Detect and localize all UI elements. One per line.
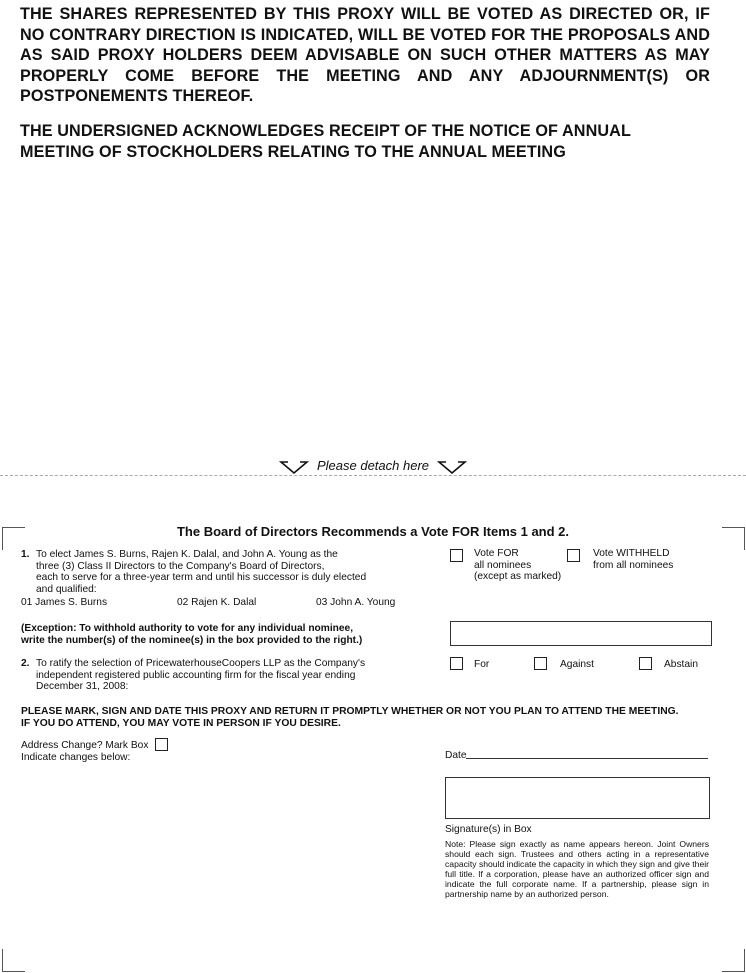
vote-for-line: all nominees [474,559,532,571]
board-recommendation-heading: The Board of Directors Recommends a Vote FOR Items 1 and 2. [176,524,570,539]
arrow-down-icon [437,459,467,475]
acknowledgement-statement: THE UNDERSIGNED ACKNOWLEDGES RECEIPT OF THE NOTICE OF ANNUAL MEETING OF STOCKHOLDERS RELATING TO THE ANNUAL MEETING [20,122,631,161]
address-change-line: Indicate changes below: [21,751,131,763]
vote-withheld-line: Vote WITHHELD [593,548,670,559]
item2-for-label: For [474,659,490,670]
detach-perforation-line [0,475,746,476]
please-mark-line: IF YOU DO ATTEND, YOU MAY VOTE IN PERSON IF YOU DESIRE. [21,718,341,730]
signing-note: Note: Please sign exactly as name appears hereon. Joint Owners should each sign. Trustees and others acting in a representative capacity should indicate the capacity in which they sign and give their full title. If a corporation, please have an authorized officer sign and indicate the full corporate name. If a partnership, please sign in partnership name by an authorized person. [445,839,709,899]
address-change-label [21,740,148,763]
please-mark-line: PLEASE MARK, SIGN AND DATE THIS PROXY AND RETURN IT PROMPTLY WHETHER OR NOT YOU PLAN TO ATTEND THE MEETING. [21,706,679,717]
item2-abstain-label: Abstain [664,659,698,670]
item1-line: To elect James S. Burns, Rajen K. Dalal, and John A. Young as the [36,549,338,560]
please-mark-instruction [21,706,721,730]
nominee-exception-input[interactable] [450,621,712,646]
date-input-line[interactable] [466,758,708,759]
date-label: Date [445,750,467,761]
signature-label: Signature(s) in Box [445,824,532,835]
signature-box[interactable] [445,777,710,819]
corner-mark-bottom-left [2,949,25,972]
arrow-down-icon [279,459,309,475]
item1-line: three (3) Class II Directors to the Company's Board of Directors, [36,560,325,572]
item1-line: and qualified: [36,583,97,595]
vote-for-all-label [474,548,561,583]
item2-line: December 31, 2008: [36,681,129,693]
proxy-voting-statement: THE SHARES REPRESENTED BY THIS PROXY WILL BE VOTED AS DIRECTED OR, IF NO CONTRARY DIRECTION IS INDICATED, WILL BE VOTED FOR THE PROPOSALS AND AS SAID PROXY HOLDERS DEEM ADVISABLE ON SUCH OTHER MATTERS AS MAY PROPERLY COME BEFORE THE MEETING AND ANY ADJOURNMENT(S) OR POSTPONEMENTS THEREOF. [20,5,710,105]
item2-line: To ratify the selection of PricewaterhouseCoopers LLP as the Company's [36,658,366,669]
vote-for-line: Vote FOR [474,548,519,559]
item2-number: 2. [21,658,30,669]
corner-mark-bottom-right [722,949,745,972]
vote-withheld-line: from all nominees [593,559,674,571]
vote-for-all-checkbox[interactable] [450,549,463,562]
address-change-line: Address Change? Mark Box [21,740,149,751]
address-change-checkbox[interactable] [155,738,168,751]
item1-line: each to serve for a three-year term and until his successor is duly elected [36,572,367,584]
nominee-02: 02 Rajen K. Dalal [177,597,257,608]
nominee-01: 01 James S. Burns [21,597,108,608]
item1-text [36,549,436,595]
item1-number: 1. [21,549,30,560]
item2-against-checkbox[interactable] [534,657,547,670]
vote-withheld-label [593,548,673,571]
item2-for-checkbox[interactable] [450,657,463,670]
detach-label: Please detach here [316,458,430,473]
exception-line: (Exception: To withhold authority to vote for any individual nominee, [21,623,354,634]
exception-line: write the number(s) of the nominee(s) in the box provided to the right.) [21,634,363,646]
item2-abstain-checkbox[interactable] [639,657,652,670]
item2-line: independent registered public accounting firm for the fiscal year ending [36,669,356,681]
item2-text [36,658,436,693]
nominee-03: 03 John A. Young [316,597,396,608]
item2-against-label: Against [560,659,594,670]
detach-label-row [0,458,746,475]
exception-instruction [21,623,441,646]
vote-for-line: (except as marked) [474,571,562,583]
vote-withheld-checkbox[interactable] [567,549,580,562]
